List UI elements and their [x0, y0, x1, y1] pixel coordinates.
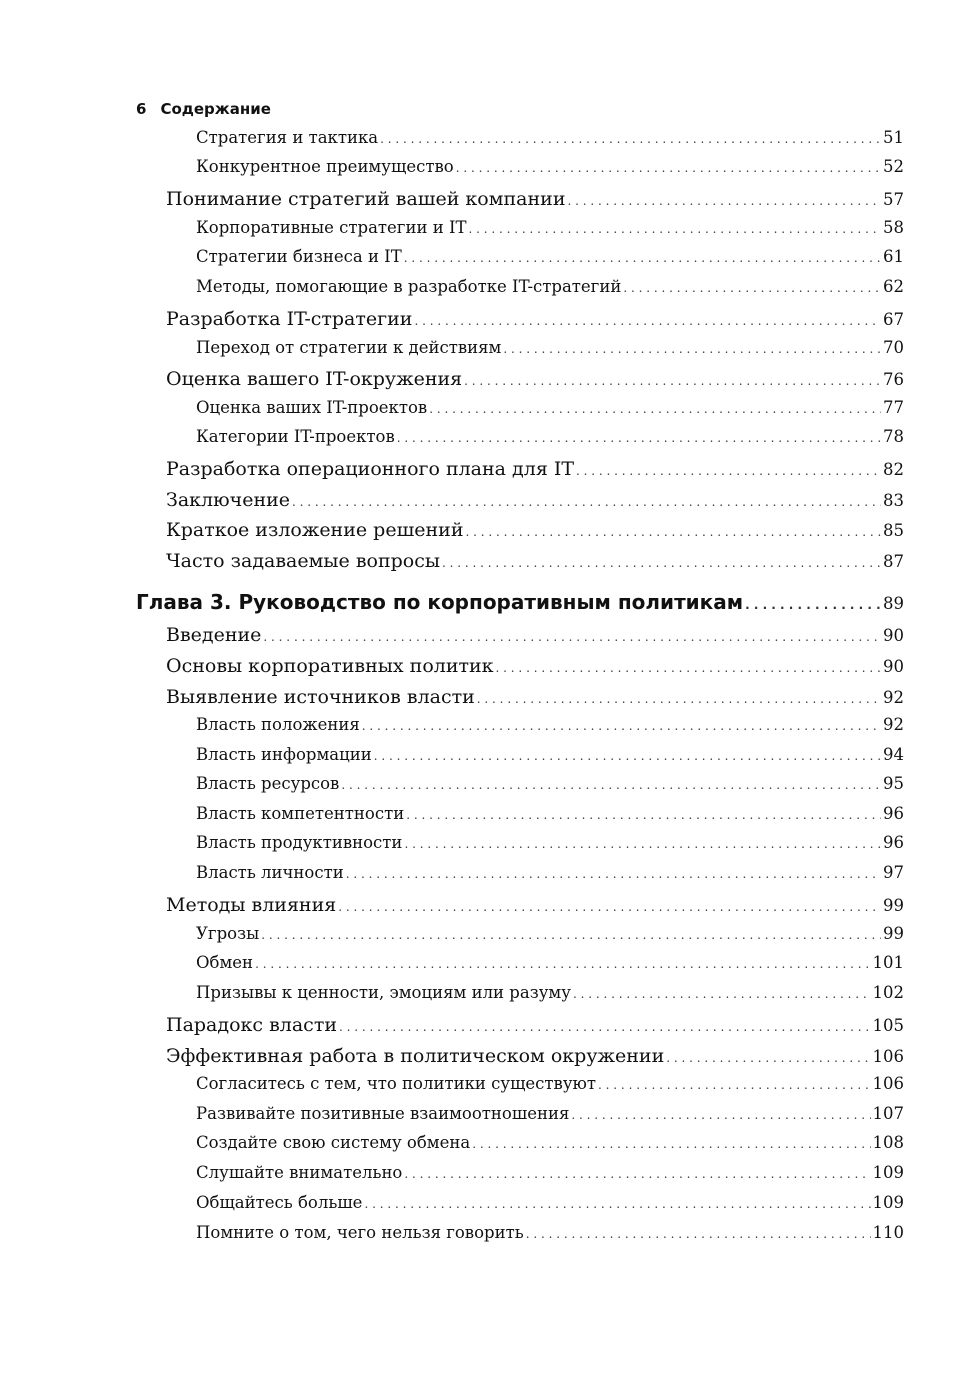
toc-entry-page: 94	[883, 745, 904, 764]
toc-entry-page: 108	[872, 1133, 904, 1152]
toc-entry-title: Стратегия и тактика	[196, 128, 379, 147]
running-header	[136, 98, 271, 120]
dot-leader	[576, 458, 881, 484]
toc-entry-page: 97	[883, 863, 904, 882]
toc-entry-title: Согласитесь с тем, что политики существуют	[196, 1074, 597, 1093]
toc-subsection-item	[196, 1222, 904, 1245]
toc-entry-title: Выявление источников власти	[166, 686, 475, 708]
toc-entry-page: 62	[883, 277, 904, 296]
toc-entry-page: 61	[883, 247, 904, 266]
toc-entry-title: Корпоративные стратегии и IT	[196, 218, 467, 237]
toc-section-item	[166, 456, 904, 484]
dot-leader	[364, 1193, 870, 1215]
dot-leader	[292, 489, 881, 515]
dot-leader	[263, 624, 881, 650]
toc-entry-title: Разработка IT-стратегии	[166, 308, 413, 330]
toc-entry-title: Угрозы	[196, 924, 260, 943]
dot-leader	[573, 983, 871, 1005]
toc-section-item	[166, 548, 904, 576]
toc-subsection-item	[196, 217, 904, 240]
toc-section-item	[166, 622, 904, 650]
toc-entry-title: Понимание стратегий вашей компании	[166, 188, 566, 210]
toc-entry-page: 67	[883, 310, 904, 329]
toc-section-item	[166, 653, 904, 681]
dot-leader	[598, 1074, 870, 1096]
dot-leader	[496, 655, 881, 681]
toc-chapter-heading	[136, 588, 904, 619]
toc-subsection-item	[196, 952, 904, 975]
toc-entry-title: Глава 3. Руководство по корпоративным политикам	[136, 590, 744, 614]
toc-subsection-item	[196, 773, 904, 796]
dot-leader	[338, 894, 881, 920]
toc-entry-title: Власть информации	[196, 745, 372, 764]
toc-subsection-item	[196, 397, 904, 420]
toc-subsection-item	[196, 1132, 904, 1155]
toc-subsection-item	[196, 803, 904, 826]
dot-leader	[404, 1163, 870, 1185]
toc-subsection-item	[196, 1103, 904, 1126]
toc-entry-title: Стратегии бизнеса и IT	[196, 247, 402, 266]
dot-leader	[362, 715, 881, 737]
toc-entry-title: Методы, помогающие в разработке IT-стратегий	[196, 277, 622, 296]
toc-section-item	[166, 517, 904, 545]
toc-subsection-item	[196, 1192, 904, 1215]
dot-leader	[255, 953, 870, 975]
toc-entry-title: Оценка ваших IT-проектов	[196, 398, 428, 417]
toc-entry-title: Общайтесь больше	[196, 1193, 363, 1212]
dot-leader	[745, 591, 881, 619]
toc-entry-page: 99	[883, 896, 904, 915]
dot-leader	[571, 1104, 870, 1126]
toc-entry-page: 78	[883, 427, 904, 446]
toc-entry-page: 92	[883, 688, 904, 707]
dot-leader	[404, 833, 881, 855]
toc-entry-page: 99	[883, 924, 904, 943]
toc-subsection-item	[196, 1162, 904, 1185]
dot-leader	[374, 745, 881, 767]
toc-section-item	[166, 186, 904, 214]
toc-entry-title: Парадокс власти	[166, 1014, 337, 1036]
dot-leader	[477, 686, 881, 712]
toc-section-item	[166, 306, 904, 334]
toc-entry-title: Призывы к ценности, эмоциям или разуму	[196, 983, 571, 1002]
toc-section-item	[166, 366, 904, 394]
toc-entry-page: 92	[883, 715, 904, 734]
toc-entry-page: 96	[883, 804, 904, 823]
toc-entry-page: 89	[883, 594, 904, 613]
toc-entry-title: Слушайте внимательно	[196, 1163, 403, 1182]
toc-entry-page: 87	[883, 552, 904, 571]
toc-entry-title: Власть положения	[196, 715, 360, 734]
toc-entry-title: Основы корпоративных политик	[166, 655, 494, 677]
toc-subsection-item	[196, 127, 904, 150]
toc-entry-page: 57	[883, 190, 904, 209]
toc-entry-title: Разработка операционного плана для IT	[166, 458, 575, 480]
toc-entry-title: Помните о том, чего нельзя говорить	[196, 1223, 524, 1242]
toc-entry-page: 90	[883, 657, 904, 676]
toc-entry-page: 70	[883, 338, 904, 357]
toc-entry-title: Власть ресурсов	[196, 774, 340, 793]
toc-entry-title: Создайте свою систему обмена	[196, 1133, 471, 1152]
dot-leader	[567, 188, 881, 214]
toc-subsection-item	[196, 923, 904, 946]
dot-leader	[404, 247, 881, 269]
toc-subsection-item	[196, 1073, 904, 1096]
toc-entry-title: Эффективная работа в политическом окружении	[166, 1045, 665, 1067]
toc-entry-page: 85	[883, 521, 904, 540]
toc-entry-page: 77	[883, 398, 904, 417]
toc-section-item	[166, 1043, 904, 1071]
toc-entry-page: 107	[872, 1104, 904, 1123]
toc-subsection-item	[196, 426, 904, 449]
toc-entry-page: 82	[883, 460, 904, 479]
toc-entry-page: 52	[883, 157, 904, 176]
toc-subsection-item	[196, 862, 904, 885]
dot-leader	[472, 1133, 870, 1155]
dot-leader	[346, 863, 881, 885]
toc-entry-title: Краткое изложение решений	[166, 519, 464, 541]
toc-entry-title: Власть продуктивности	[196, 833, 403, 852]
toc-entry-page: 106	[872, 1047, 904, 1066]
toc-entry-page: 96	[883, 833, 904, 852]
dot-leader	[442, 550, 881, 576]
toc-subsection-item	[196, 276, 904, 299]
dot-leader	[526, 1223, 871, 1245]
dot-leader	[261, 924, 881, 946]
dot-leader	[468, 218, 881, 240]
toc-entry-title: Конкурентное преимущество	[196, 157, 454, 176]
toc-subsection-item	[196, 982, 904, 1005]
running-title: Содержание	[160, 100, 271, 118]
toc-entry-page: 95	[883, 774, 904, 793]
page-number: 6	[136, 100, 147, 118]
toc-subsection-item	[196, 246, 904, 269]
toc-entry-title: Заключение	[166, 489, 291, 511]
toc-entry-title: Методы влияния	[166, 894, 337, 916]
toc-subsection-item	[196, 832, 904, 855]
toc-entry-title: Власть компетентности	[196, 804, 405, 823]
toc-entry-title: Введение	[166, 624, 262, 646]
toc-entry-page: 109	[872, 1193, 904, 1212]
toc-entry-title: Переход от стратегии к действиям	[196, 338, 502, 357]
toc-subsection-item	[196, 337, 904, 360]
toc-entry-page: 101	[872, 953, 904, 972]
toc-entry-page: 90	[883, 626, 904, 645]
dot-leader	[414, 308, 881, 334]
toc-entry-page: 105	[872, 1016, 904, 1035]
toc-subsection-item	[196, 156, 904, 179]
toc-entry-title: Оценка вашего IT-окружения	[166, 368, 463, 390]
dot-leader	[503, 338, 881, 360]
dot-leader	[456, 157, 881, 179]
toc-subsection-item	[196, 744, 904, 767]
dot-leader	[666, 1045, 870, 1071]
dot-leader	[465, 519, 881, 545]
toc-entry-title: Власть личности	[196, 863, 344, 882]
toc-entry-page: 110	[872, 1223, 904, 1242]
toc-section-item	[166, 487, 904, 515]
toc-entry-page: 76	[883, 370, 904, 389]
toc-subsection-item	[196, 714, 904, 737]
dot-leader	[406, 804, 881, 826]
dot-leader	[464, 368, 881, 394]
toc-entry-page: 51	[883, 128, 904, 147]
dot-leader	[339, 1014, 871, 1040]
toc-entry-page: 102	[872, 983, 904, 1002]
toc-section-item	[166, 892, 904, 920]
dot-leader	[623, 277, 881, 299]
toc-entry-page: 106	[872, 1074, 904, 1093]
toc-entry-title: Развивайте позитивные взаимоотношения	[196, 1104, 570, 1123]
toc-section-item	[166, 684, 904, 712]
dot-leader	[429, 398, 881, 420]
toc-entry-title: Категории IT-проектов	[196, 427, 395, 446]
toc-entry-page: 109	[872, 1163, 904, 1182]
toc-entry-page: 58	[883, 218, 904, 237]
dot-leader	[341, 774, 881, 796]
toc-section-item	[166, 1012, 904, 1040]
toc-entry-page: 83	[883, 491, 904, 510]
toc-entry-title: Часто задаваемые вопросы	[166, 550, 440, 572]
dot-leader	[380, 128, 881, 150]
toc-entry-title: Обмен	[196, 953, 254, 972]
dot-leader	[397, 427, 881, 449]
